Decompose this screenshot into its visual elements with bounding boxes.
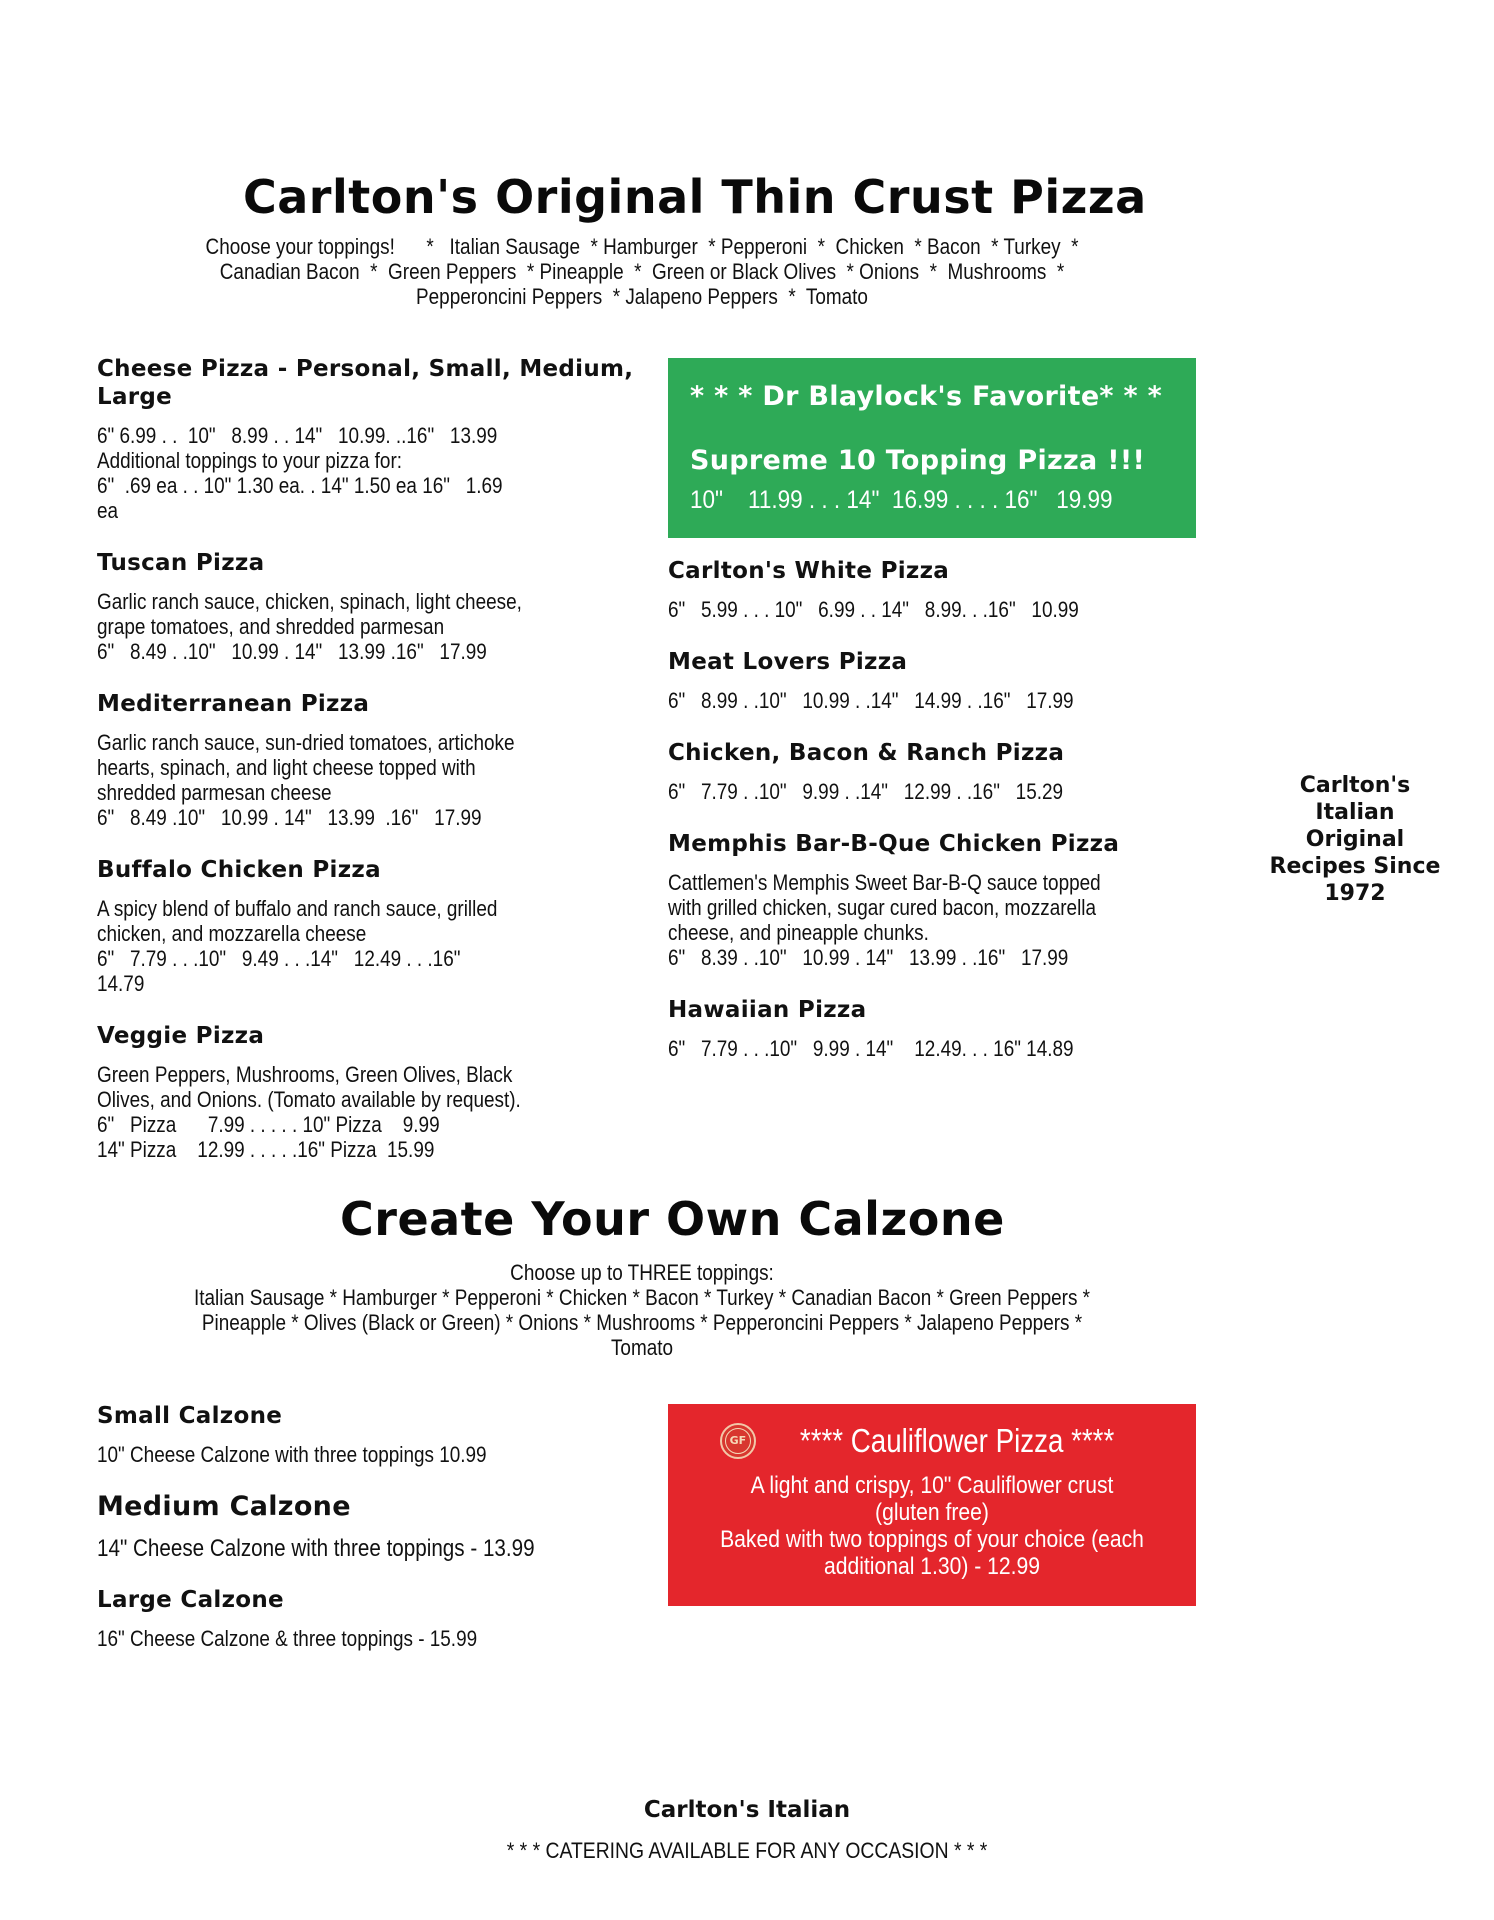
item-line: chicken, and mozzarella cheese (97, 921, 367, 946)
item-line: 6" 7.79 . . .10" 9.49 . . .14" 12.49 . . .16" (97, 946, 461, 971)
cauliflower-line: additional 1.30) - 12.99 (823, 1553, 1041, 1580)
featured-supreme-pizza-box (668, 358, 1196, 538)
side-note-since-1972 (1240, 772, 1470, 907)
item-title: Buffalo Chicken Pizza (97, 857, 381, 883)
item-line: shredded parmesan cheese (97, 780, 332, 805)
item-line: 6" 8.49 . .10" 10.99 . 14" 13.99 .16" 17.99 (97, 639, 487, 664)
item-description (668, 688, 1202, 713)
item-description (668, 870, 1202, 970)
toppings-line: Italian Sausage * Hamburger * Pepperoni * Chicken * Bacon * Turkey * Canadian Bacon * Green Peppers * (193, 1285, 1091, 1310)
item-line: Additional toppings to your pizza for: (97, 448, 403, 473)
item-description (97, 1062, 636, 1162)
item-line: 6" 8.99 . .10" 10.99 . .14" 14.99 . .16" 17.99 (668, 688, 1074, 713)
item-line: 14" Pizza 12.99 . . . . .16" Pizza 15.99 (97, 1137, 435, 1162)
item-title: Memphis Bar-B-Que Chicken Pizza (668, 831, 1120, 857)
menu-item-large-calzone (97, 1586, 657, 1651)
item-title: Large Calzone (97, 1587, 284, 1613)
item-title: Meat Lovers Pizza (668, 649, 908, 675)
item-title: Tuscan Pizza (97, 550, 265, 576)
footer-catering-text: * * * CATERING AVAILABLE FOR ANY OCCASION * * * (506, 1838, 988, 1863)
calzone-menu-column (97, 1402, 657, 1675)
item-title: Mediterranean Pizza (97, 691, 370, 717)
item-description: 10" Cheese Calzone with three toppings 10.99 (97, 1442, 487, 1467)
toppings-line: Pineapple * Olives (Black or Green) * Onions * Mushrooms * Pepperoncini Peppers * Jalapeno Peppers * (201, 1310, 1083, 1335)
menu-item-buffalo-chicken-pizza (97, 856, 637, 996)
menu-item-small-calzone (97, 1402, 657, 1467)
cauliflower-line: Baked with two toppings of your choice (each (720, 1526, 1144, 1553)
cauliflower-pizza-box (668, 1404, 1196, 1606)
item-description: 16" Cheese Calzone & three toppings - 15.99 (97, 1626, 478, 1651)
toppings-line: Pepperoncini Peppers * Jalapeno Peppers * Tomato (416, 284, 868, 309)
item-line: 6" 8.49 .10" 10.99 . 14" 13.99 .16" 17.99 (97, 805, 482, 830)
item-line: 6" Pizza 7.99 . . . . . 10" Pizza 9.99 (97, 1112, 440, 1137)
item-line: 14.79 (97, 971, 145, 996)
item-title: Chicken, Bacon & Ranch Pizza (668, 740, 1065, 766)
featured-line-1: * * * Dr Blaylock's Favorite* * * (690, 381, 1163, 412)
menu-item-medium-calzone (97, 1491, 657, 1562)
footer-catering-note (0, 1838, 1494, 1864)
item-line: Garlic ranch sauce, chicken, spinach, light cheese, (97, 589, 522, 614)
item-line: with grilled chicken, sugar cured bacon, mozzarella (668, 895, 1097, 920)
side-note-line: Recipes Since (1269, 854, 1441, 879)
pizza-section-title: Carlton's Original Thin Crust Pizza (243, 170, 1147, 224)
calzone-toppings-list (97, 1260, 1187, 1360)
menu-item-chicken-bacon-ranch-pizza (668, 739, 1203, 804)
item-line: 6" .69 ea . . 10" 1.30 ea. . 14" 1.50 ea 16" 1.69 (97, 473, 503, 498)
side-note-line: Italian (1315, 800, 1395, 825)
featured-line-2: Supreme 10 Topping Pizza !!! (690, 445, 1146, 476)
menu-item-veggie-pizza (97, 1022, 637, 1162)
item-line: 6" 7.79 . .10" 9.99 . .14" 12.99 . .16" 15.29 (668, 779, 1064, 804)
item-description (668, 1036, 1202, 1061)
item-description (668, 779, 1202, 804)
item-line: cheese, and pineapple chunks. (668, 920, 929, 945)
item-line: grape tomatoes, and shredded parmesan (97, 614, 445, 639)
item-line: ea (97, 498, 119, 523)
cauliflower-description (688, 1472, 1176, 1580)
menu-item-meat-lovers-pizza (668, 648, 1203, 713)
left-menu-column (97, 355, 637, 1188)
toppings-line: Choose your toppings! * Italian Sausage * Hamburger * Pepperoni * Chicken * Bacon * Turkey * (205, 234, 1079, 259)
menu-item-mediterranean-pizza (97, 690, 637, 830)
item-title: Veggie Pizza (97, 1023, 265, 1049)
cauliflower-line: (gluten free) (875, 1499, 989, 1526)
side-note-line: Carlton's (1299, 773, 1411, 798)
item-line: A spicy blend of buffalo and ranch sauce, grilled (97, 896, 498, 921)
item-title: Hawaiian Pizza (668, 997, 867, 1023)
right-menu-column (668, 557, 1203, 1087)
item-line: Green Peppers, Mushrooms, Green Olives, Black (97, 1062, 513, 1087)
cauliflower-title-row (688, 1422, 1176, 1460)
menu-item-tuscan-pizza (97, 549, 637, 664)
item-description (668, 597, 1202, 622)
item-title: Cheese Pizza - Personal, Small, Medium, Large (97, 356, 634, 410)
item-description (97, 589, 636, 664)
item-line: Garlic ranch sauce, sun-dried tomatoes, artichoke (97, 730, 515, 755)
menu-item-cheese-pizza (97, 355, 637, 523)
menu-item-hawaiian-pizza (668, 996, 1203, 1061)
item-title: Small Calzone (97, 1403, 283, 1429)
cauliflower-title: **** Cauliflower Pizza **** (799, 1422, 1115, 1459)
item-line: hearts, spinach, and light cheese topped with (97, 755, 476, 780)
pizza-toppings-list (97, 234, 1187, 309)
gluten-free-icon (720, 1423, 756, 1459)
item-line: 6" 7.79 . . .10" 9.99 . 14" 12.49. . . 16" 14.89 (668, 1036, 1074, 1061)
item-description (97, 896, 636, 996)
item-description (97, 423, 636, 523)
side-note-line: 1972 (1324, 881, 1386, 906)
item-line: 6" 5.99 . . . 10" 6.99 . . 14" 8.99. . .16" 10.99 (668, 597, 1079, 622)
toppings-line: Tomato (610, 1335, 674, 1360)
item-title: Medium Calzone (97, 1491, 351, 1522)
item-line: Cattlemen's Memphis Sweet Bar-B-Q sauce topped (668, 870, 1101, 895)
item-line: 6" 6.99 . . 10" 8.99 . . 14" 10.99. ..16" 13.99 (97, 423, 498, 448)
item-line: Olives, and Onions. (Tomato available by request). (97, 1087, 521, 1112)
featured-prices: 10" 11.99 . . . 14" 16.99 . . . . 16" 19.99 (690, 486, 1113, 514)
toppings-line: Canadian Bacon * Green Peppers * Pineapple * Green or Black Olives * Onions * Mushrooms * (219, 259, 1065, 284)
side-note-line: Original (1305, 827, 1405, 852)
item-description (97, 730, 636, 830)
footer-title: Carlton's Italian (643, 1797, 851, 1823)
toppings-line: Choose up to THREE toppings: (510, 1260, 774, 1285)
menu-item-white-pizza (668, 557, 1203, 622)
item-title: Carlton's White Pizza (668, 558, 950, 584)
cauliflower-line: A light and crispy, 10" Cauliflower crust (750, 1472, 1114, 1499)
menu-item-memphis-bbq-chicken-pizza (668, 830, 1203, 970)
calzone-section-title: Create Your Own Calzone (340, 1192, 1005, 1246)
item-line: 6" 8.39 . .10" 10.99 . 14" 13.99 . .16" 17.99 (668, 945, 1069, 970)
item-description: 14" Cheese Calzone with three toppings - 13.99 (97, 1535, 535, 1562)
